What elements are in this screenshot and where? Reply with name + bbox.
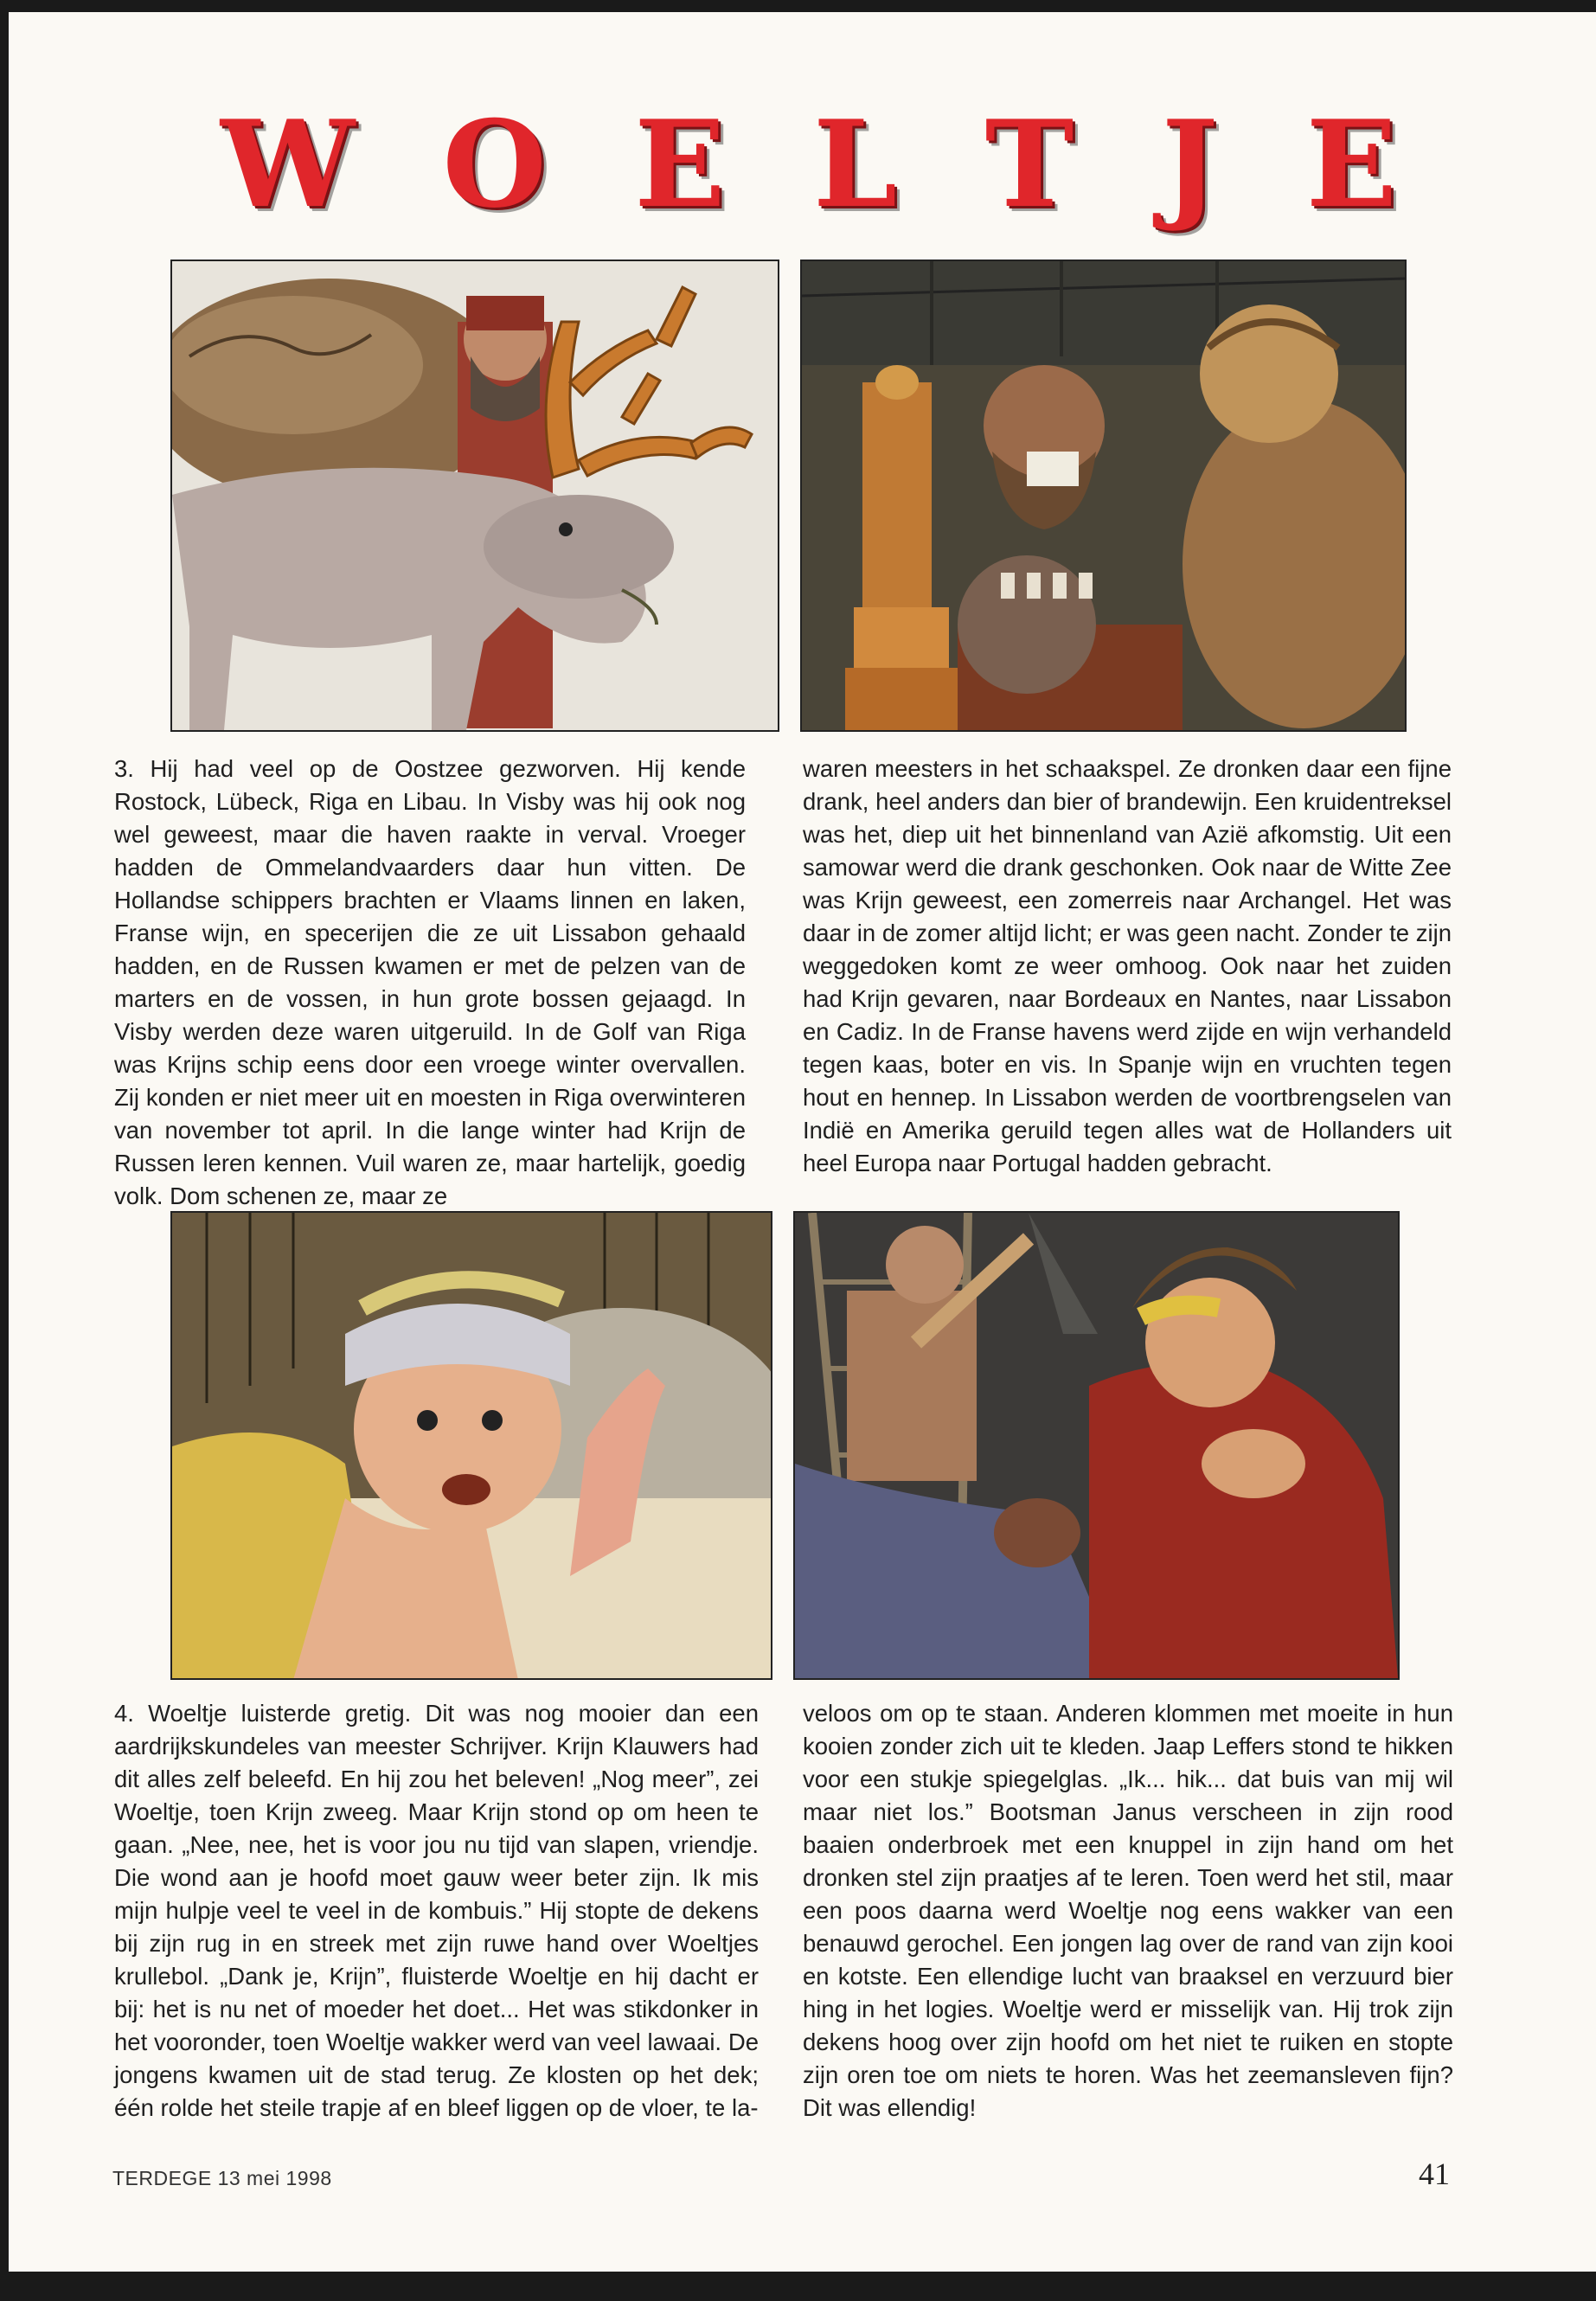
title-letter: O xyxy=(442,93,547,234)
ladder-illustration xyxy=(795,1213,1398,1678)
section-4-text-left: 4. Woeltje luisterde gretig. Dit was nog mooier dan een aardrijkskundeles van meester Schrijver. Krijn Klauwers had dit alles zelf beleefd. En hij zou het beleven! „Nog meer”, zei Woeltje, toen Krijn zweeg. Maar Krijn stond op om heen te gaan. „Nee, nee, het is voor jou nu tijd van slapen, vriendje. Die wond aan je hoofd moet gauw weer beter zijn. Ik mis mijn hulpje veel te veel in de kombuis.” Hij stopte de dekens bij zijn rug in en streek met zijn ruwe hand over Woeltjes krullebol. „Dank je, Krijn”, fluisterde Woeltje en hij dacht er bij: het is nu net of moeder het doet... Het was stikdonker in het vooronder, toen Woeltje wakker werd van veel lawaai. De jongens kwamen uit de stad terug. Ze klosten op het dek; één rolde het steile trapje af en bleef liggen op de vloer, te la- xyxy=(114,1700,759,2121)
title-letter: E xyxy=(634,93,726,234)
section-4-right-column xyxy=(803,1697,1453,2125)
ladder-panel xyxy=(793,1211,1400,1680)
reindeer-panel xyxy=(170,260,779,732)
comic-title xyxy=(221,93,1397,234)
section-3-right-column xyxy=(803,753,1452,1180)
page-border-left xyxy=(0,0,9,2301)
title-letter: E xyxy=(1305,93,1397,234)
boy-in-bed-panel xyxy=(170,1211,772,1680)
page-border-bottom xyxy=(0,2272,1596,2301)
section-3-left-column xyxy=(114,753,746,1213)
title-letter: J xyxy=(1161,93,1219,234)
page-number: 41 xyxy=(1419,2157,1450,2191)
section-3-text-left: 3. Hij had veel op de Oostzee gezworven. Hij kende Rostock, Lübeck, Riga en Libau. In Visby was hij ook nog wel geweest, maar die haven raakte in verval. Vroeger hadden de Ommelandvaarders daar hun vitten. De Hollandse schippers brachten er Vlaams linnen en laken, Franse wijn, en specerijen die ze uit Lissabon gehaald hadden, en de Russen kwamen er met de pelzen van de marters en de vossen, in hun grote bossen gejaagd. In Visby werden deze waren uitgeruild. In de Golf van Riga was Krijns schip eens door een vroege winter overvallen. Zij konden er niet meer uit en moesten in Riga overwinteren van november tot april. In die lange winter had Krijn de Russen leren kennen. Vuil waren ze, maar hartelijk, goedig volk. Dom schenen ze, maar ze xyxy=(114,755,746,1209)
samovar-illustration xyxy=(802,261,1405,730)
title-letter: L xyxy=(813,93,898,234)
title-letter: W xyxy=(221,93,355,234)
title-letter: T xyxy=(984,93,1074,234)
page-border-top xyxy=(0,0,1596,12)
samovar-panel xyxy=(800,260,1407,732)
section-4-text-right: veloos om op te staan. Anderen klommen met moeite in hun kooien zonder zich uit te kleden. Jaap Leffers stond te hikken voor een stukje spiegelglas. „Ik... hik... dat buis van mij wil maar niet los.” Bootsman Janus verscheen in zijn rood baaien onderbroek met een knuppel in zijn hand om het dronken stel zijn praatjes af te leren. Toen werd het stil, maar een poos daarna werd Woeltje nog eens wakker van een benauwd gerochel. Een jongen lag over de rand van zijn kooi en kotste. Een ellendige lucht van braaksel en verzuurd bier hing in het logies. Woeltje werd er misselijk van. Hij trok zijn dekens hoog over zijn hoofd om het niet te ruiken en stopte zijn oren toe om niets te horen. Was het zeemansleven fijn? Dit was ellendig! xyxy=(803,1700,1453,2121)
publication-footer: TERDEGE 13 mei 1998 xyxy=(112,2167,332,2189)
reindeer-illustration xyxy=(172,261,778,730)
section-4-left-column xyxy=(114,1697,759,2125)
boy-in-bed-illustration xyxy=(172,1213,771,1678)
section-3-text-right: waren meesters in het schaakspel. Ze dronken daar een fijne drank, heel anders dan bier of brandewijn. Een kruidentreksel was het, diep uit het binnenland van Azië afkomstig. Uit een samowar werd die drank geschonken. Ook naar de Witte Zee was Krijn geweest, een zomerreis naar Archangel. Het was daar in de zomer altijd licht; er was geen nacht. Zonder te zijn weggedoken komt ze weer omhoog. Ook naar het zuiden had Krijn gevaren, naar Bordeaux en Nantes, naar Lissabon en Cadiz. In de Franse havens werd zijde en wijn verhandeld tegen kaas, boter en vis. In Spanje wijn en vruchten tegen hout en hennep. In Lissabon werden de voortbrengselen van Indië en Amerika geruild tegen alles wat de Hollanders uit heel Europa naar Portugal hadden gebracht. xyxy=(803,755,1452,1176)
